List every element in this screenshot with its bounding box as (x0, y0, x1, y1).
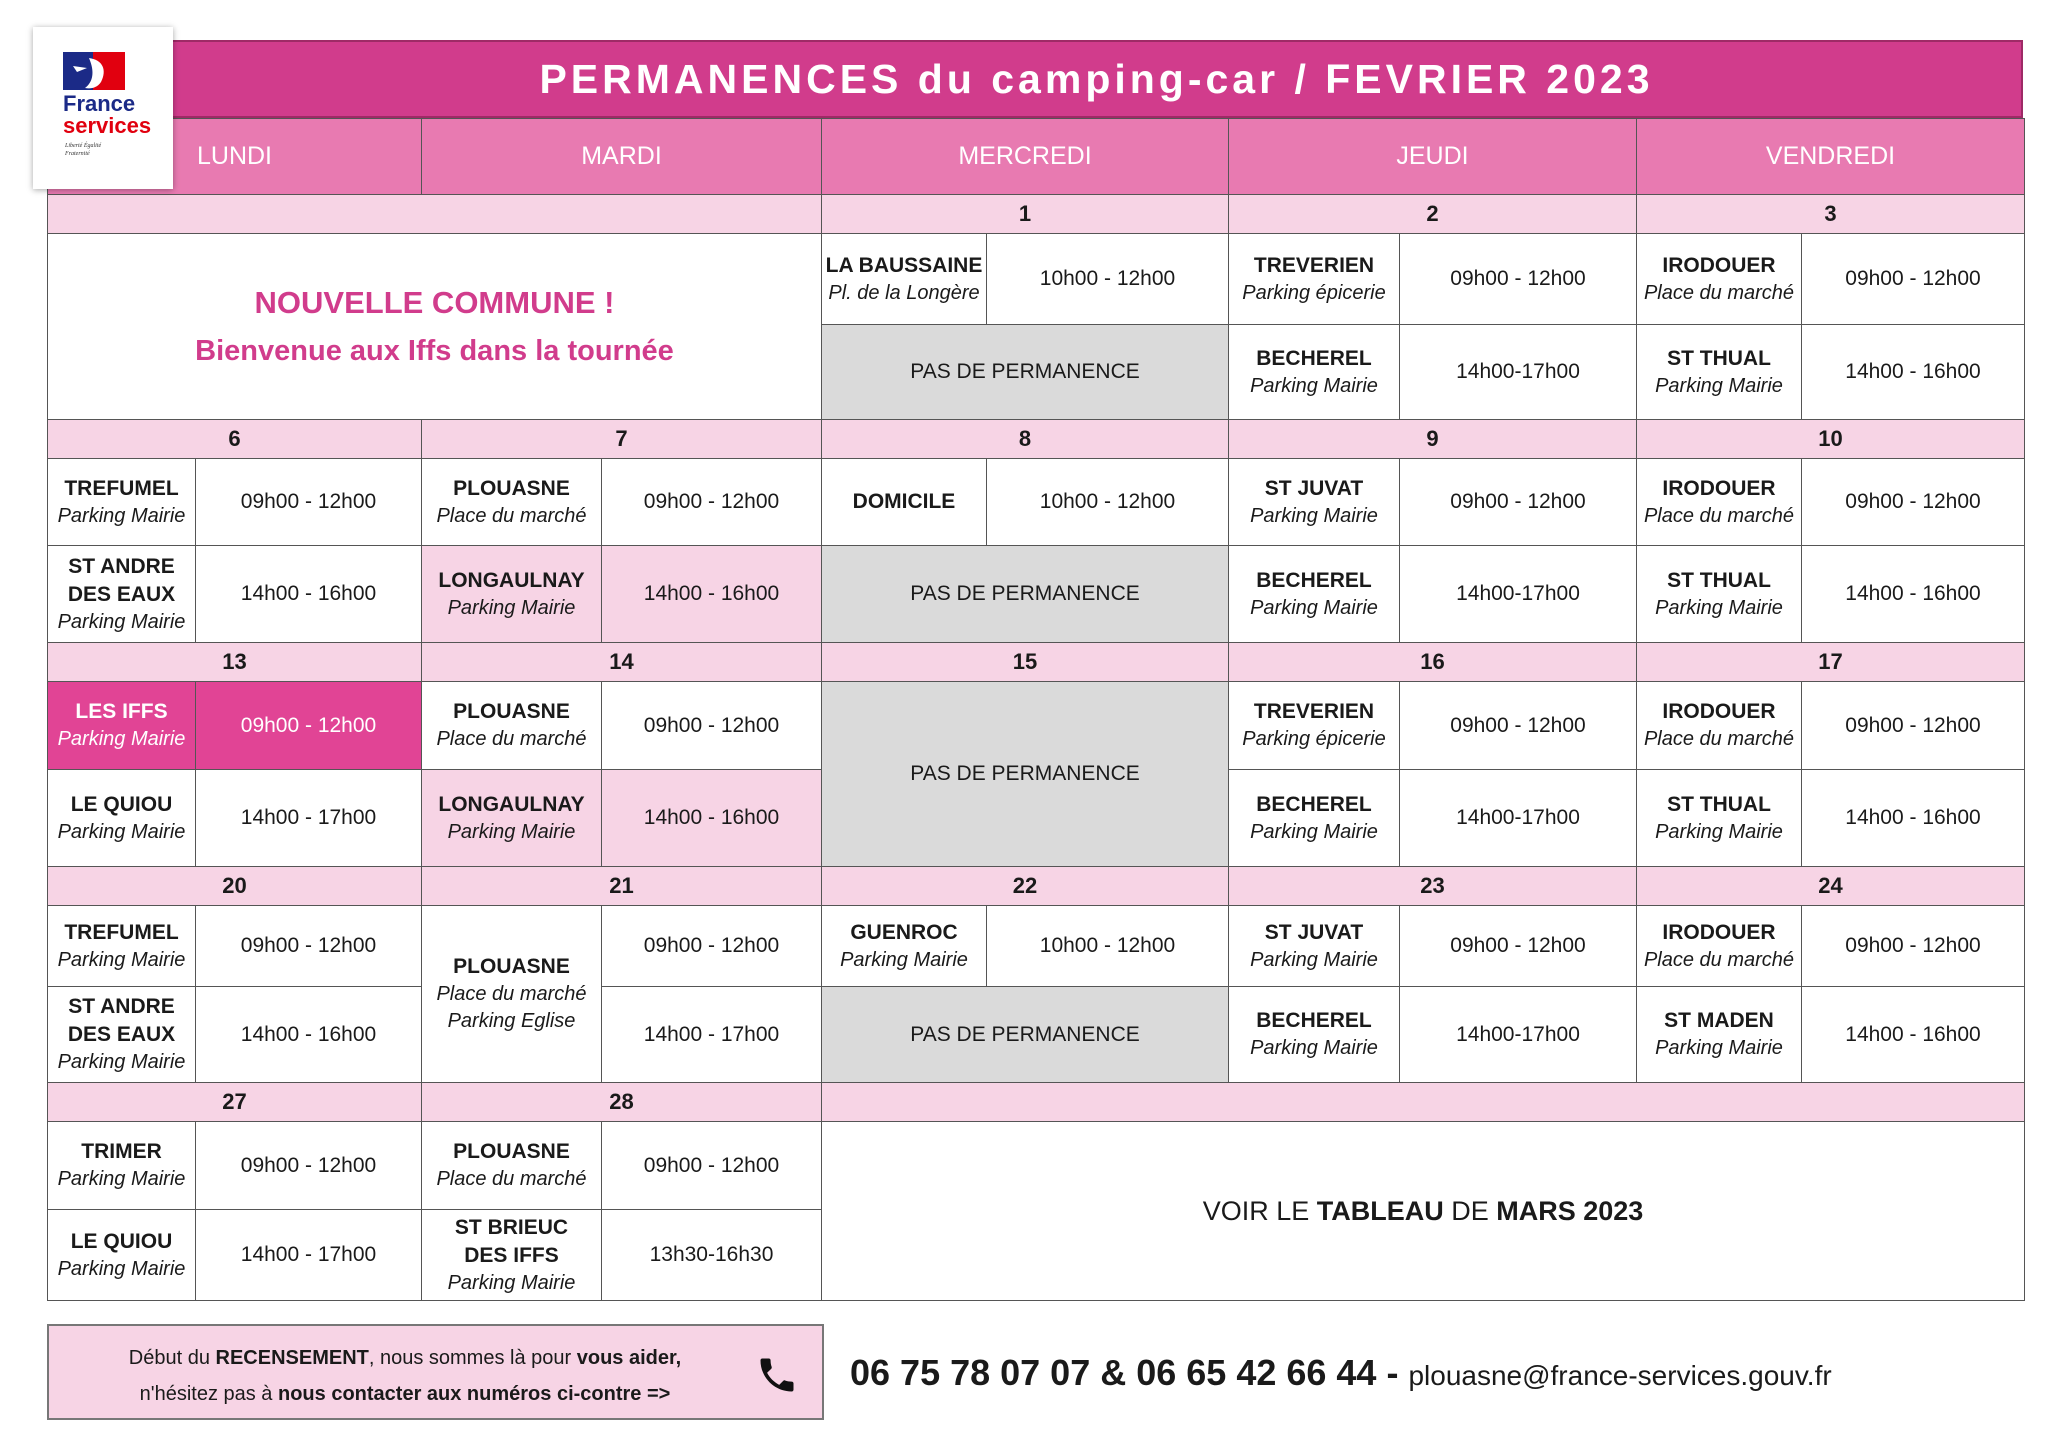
place-location: Parking Mairie (840, 948, 968, 971)
date-label: 23 (1228, 866, 1637, 906)
time-cell: 09h00 - 12h00 (601, 1121, 822, 1210)
place-location: Parking Mairie (57, 610, 186, 633)
place-name: TRIMER (81, 1140, 162, 1163)
place-cell (821, 233, 987, 325)
place-location: Place du marché (1643, 948, 1795, 971)
place-cell (1228, 769, 1400, 867)
time-cell: 09h00 - 12h00 (601, 905, 822, 987)
place-location: Place du marché (436, 983, 587, 1005)
time-cell-highlight: 09h00 - 12h00 (195, 681, 422, 770)
place-location: Parking Mairie (1250, 374, 1378, 397)
date-label: 21 (421, 866, 822, 906)
place-cell (1636, 681, 1802, 770)
time-cell: 14h00-17h00 (1399, 769, 1637, 867)
time-cell: 14h00 - 16h00 (601, 545, 822, 643)
place-name: BECHEREL (1256, 346, 1372, 370)
time-cell: 14h00-17h00 (1399, 986, 1637, 1083)
day-header-jeudi: JEUDI (1228, 118, 1637, 195)
place-location: Place du marché (1643, 728, 1795, 750)
place-name: LONGAULNAY (438, 792, 585, 816)
promo-title: NOUVELLE COMMUNE ! (254, 285, 615, 320)
time-cell: 14h00 - 17h00 (601, 986, 822, 1083)
place-name: DOMICILE (852, 490, 956, 513)
day-header-vendredi: VENDREDI (1636, 118, 2025, 195)
day-header-mercredi: MERCREDI (821, 118, 1229, 195)
date-label: 28 (421, 1082, 822, 1122)
place-cell (1228, 545, 1400, 643)
place-name: TREFUMEL (64, 476, 179, 500)
place-name: TREFUMEL (64, 920, 179, 944)
no-permanence-cell: PAS DE PERMANENCE (821, 324, 1229, 420)
place-name: LE QUIOU (70, 792, 173, 816)
place-cell (47, 769, 196, 867)
place-cell (421, 769, 602, 867)
time-cell: 09h00 - 12h00 (1399, 458, 1637, 546)
time-cell: 09h00 - 12h00 (195, 1121, 422, 1210)
time-cell: 14h00 - 16h00 (195, 986, 422, 1083)
time-cell: 09h00 - 12h00 (1801, 905, 2025, 987)
place-cell (821, 905, 987, 987)
place-cell (421, 905, 602, 1083)
place-cell (47, 1209, 196, 1301)
place-name: ST ANDRE (68, 554, 175, 578)
place-location: Parking Mairie (1250, 820, 1378, 843)
place-name: IRODOUER (1662, 253, 1776, 277)
place-cell (421, 1209, 602, 1301)
day-header-mardi: MARDI (421, 118, 822, 195)
page-title: PERMANENCES du camping-car / FEVRIER 2023 (170, 40, 2023, 118)
place-name: ST THUAL (1667, 792, 1771, 816)
place-cell (47, 905, 196, 987)
place-cell (421, 545, 602, 643)
place-location: Parking Mairie (1655, 1037, 1783, 1059)
place-cell (1636, 905, 1802, 987)
date-label: 27 (47, 1082, 422, 1122)
place-location: Parking Eglise (447, 1010, 576, 1032)
place-cell (1636, 986, 1802, 1083)
place-cell (421, 1121, 602, 1210)
date-label: 10 (1636, 419, 2025, 459)
date-label: 8 (821, 419, 1229, 459)
place-cell (1636, 769, 1802, 867)
place-location: Pl. de la Longère (828, 281, 980, 304)
place-cell (421, 458, 602, 546)
place-cell (1228, 681, 1400, 770)
place-cell (1636, 545, 1802, 643)
place-location: Parking Mairie (447, 1271, 576, 1294)
date-label: 15 (821, 642, 1229, 682)
place-location: Parking Mairie (57, 1051, 186, 1073)
place-name: PLOUASNE (453, 476, 570, 500)
place-location: Parking Mairie (57, 504, 186, 527)
date-band-empty (47, 194, 822, 234)
place-location: Place du marché (436, 504, 587, 527)
time-cell: 14h00 - 16h00 (1801, 545, 2025, 643)
place-cell (47, 458, 196, 546)
no-permanence-cell: PAS DE PERMANENCE (821, 681, 1229, 867)
place-cell (1228, 986, 1400, 1083)
place-cell (1636, 324, 1802, 420)
place-cell (1636, 233, 1802, 325)
place-location: Parking Mairie (1250, 948, 1378, 971)
place-name: BECHEREL (1256, 568, 1372, 592)
place-location: Parking Mairie (1250, 504, 1378, 527)
place-name: ST JUVAT (1264, 476, 1364, 500)
time-cell: 09h00 - 12h00 (195, 905, 422, 987)
place-name: ST BRIEUC (454, 1215, 569, 1239)
time-cell: 09h00 - 12h00 (601, 681, 822, 770)
promo-subtitle: Bienvenue aux Iffs dans la tournée (195, 335, 674, 367)
place-location: Place du marché (1643, 504, 1795, 527)
phone-icon (755, 1350, 799, 1400)
place-name: LES IFFS (75, 700, 168, 723)
time-cell: 14h00 - 17h00 (195, 1209, 422, 1301)
time-cell: 09h00 - 12h00 (601, 458, 822, 546)
time-cell: 14h00-17h00 (1399, 324, 1637, 420)
place-cell (1228, 324, 1400, 420)
time-cell: 09h00 - 12h00 (1399, 681, 1637, 770)
place-name: IRODOUER (1662, 700, 1776, 723)
date-label: 22 (821, 866, 1229, 906)
place-location: Parking Mairie (447, 596, 576, 619)
place-cell (47, 986, 196, 1083)
place-name: ST THUAL (1667, 568, 1771, 592)
place-location: Parking épicerie (1242, 728, 1386, 750)
date-label: 7 (421, 419, 822, 459)
place-name: PLOUASNE (453, 1140, 570, 1163)
place-name: LE QUIOU (70, 1229, 173, 1253)
place-location: Parking Mairie (1250, 1037, 1378, 1059)
place-cell (1228, 233, 1400, 325)
time-cell: 09h00 - 12h00 (1801, 458, 2025, 546)
place-name: DES EAUX (67, 582, 176, 606)
place-name: GUENROC (850, 920, 958, 944)
place-cell (1228, 905, 1400, 987)
place-location: Place du marché (436, 1168, 587, 1190)
place-name: DES EAUX (67, 1023, 176, 1046)
place-name: TREVERIEN (1253, 700, 1375, 723)
phone-numbers: 06 75 78 07 07 & 06 65 42 66 44 - (850, 1352, 1409, 1393)
time-cell: 09h00 - 12h00 (1801, 233, 2025, 325)
place-cell (1228, 458, 1400, 546)
place-cell (47, 1121, 196, 1210)
france-services-logo (33, 27, 173, 189)
date-label: 2 (1228, 194, 1637, 234)
date-label: 9 (1228, 419, 1637, 459)
time-cell: 13h30-16h30 (601, 1209, 822, 1301)
contact-line (850, 1352, 1832, 1394)
time-cell: 14h00 - 16h00 (1801, 986, 2025, 1083)
marianne-flag-icon (63, 52, 125, 90)
no-permanence-cell: PAS DE PERMANENCE (821, 545, 1229, 643)
time-cell: 09h00 - 12h00 (1399, 233, 1637, 325)
see-march-text: VOIR LE TABLEAU DE MARS 2023 (1202, 1195, 1644, 1226)
time-cell: 10h00 - 12h00 (986, 905, 1229, 987)
place-cell (1636, 458, 1802, 546)
time-cell: 14h00 - 16h00 (195, 545, 422, 643)
see-march-table-note (821, 1121, 2025, 1301)
place-name: LA BAUSSAINE (825, 253, 983, 277)
place-location: Parking Mairie (57, 1168, 186, 1190)
logo-line2: services (63, 113, 152, 138)
time-cell: 14h00 - 16h00 (1801, 324, 2025, 420)
place-name: IRODOUER (1662, 476, 1776, 500)
place-name: BECHEREL (1256, 792, 1372, 816)
place-location: Parking épicerie (1242, 281, 1386, 304)
place-location: Place du marché (436, 728, 587, 750)
place-location: Parking Mairie (1655, 596, 1783, 619)
date-label: 14 (421, 642, 822, 682)
no-permanence-cell: PAS DE PERMANENCE (821, 986, 1229, 1083)
date-label: 6 (47, 419, 422, 459)
time-cell: 14h00 - 16h00 (601, 769, 822, 867)
date-label: 13 (47, 642, 422, 682)
place-location: Parking Mairie (447, 820, 576, 843)
census-text: Début du RECENSEMENT, nous sommes là pour vous aider, n'hésitez pas à nous contacter aux numéros ci-contre => (128, 1347, 682, 1405)
place-name: ST THUAL (1667, 346, 1771, 370)
place-name: ST ANDRE (68, 995, 175, 1018)
place-location: Parking Mairie (57, 820, 186, 843)
place-name: ST JUVAT (1264, 920, 1364, 944)
place-location: Parking Mairie (1655, 374, 1783, 397)
date-label: 24 (1636, 866, 2025, 906)
place-name: DES IFFS (464, 1243, 559, 1267)
time-cell: 09h00 - 12h00 (195, 458, 422, 546)
time-cell: 14h00 - 16h00 (1801, 769, 2025, 867)
logo-motto: Liberté Égalité Fraternité (65, 143, 102, 157)
place-cell-highlight (47, 681, 196, 770)
time-cell: 10h00 - 12h00 (986, 458, 1229, 546)
place-name: BECHEREL (1256, 1009, 1372, 1032)
place-location: Parking Mairie (57, 728, 186, 750)
place-name: LONGAULNAY (438, 568, 585, 592)
place-location: Parking Mairie (57, 1257, 186, 1280)
date-label: 20 (47, 866, 422, 906)
place-location: Parking Mairie (1655, 820, 1783, 843)
contact-email[interactable]: plouasne@france-services.gouv.fr (1408, 1360, 1832, 1391)
date-label: 17 (1636, 642, 2025, 682)
place-name: IRODOUER (1662, 920, 1776, 944)
date-label: 3 (1636, 194, 2025, 234)
day-header-lundi: LUNDI (47, 118, 422, 195)
place-cell (47, 545, 196, 643)
time-cell: 10h00 - 12h00 (986, 233, 1229, 325)
census-notice (47, 1324, 824, 1420)
date-label: 16 (1228, 642, 1637, 682)
time-cell: 14h00-17h00 (1399, 545, 1637, 643)
place-location: Parking Mairie (1250, 596, 1378, 619)
time-cell: 14h00 - 17h00 (195, 769, 422, 867)
time-cell: 09h00 - 12h00 (1399, 905, 1637, 987)
time-cell: 09h00 - 12h00 (1801, 681, 2025, 770)
schedule-table (47, 118, 2025, 1301)
place-cell (821, 458, 987, 546)
place-name: ST MADEN (1664, 1009, 1774, 1032)
logo-line1: France (63, 91, 136, 116)
place-name: TREVERIEN (1253, 253, 1375, 277)
place-name: PLOUASNE (453, 955, 570, 978)
new-commune-banner (47, 233, 822, 420)
place-location: Parking Mairie (57, 948, 186, 971)
date-band-empty (821, 1082, 2025, 1122)
place-cell (421, 681, 602, 770)
place-name: PLOUASNE (453, 700, 570, 723)
date-label: 1 (821, 194, 1229, 234)
place-location: Place du marché (1643, 281, 1795, 304)
